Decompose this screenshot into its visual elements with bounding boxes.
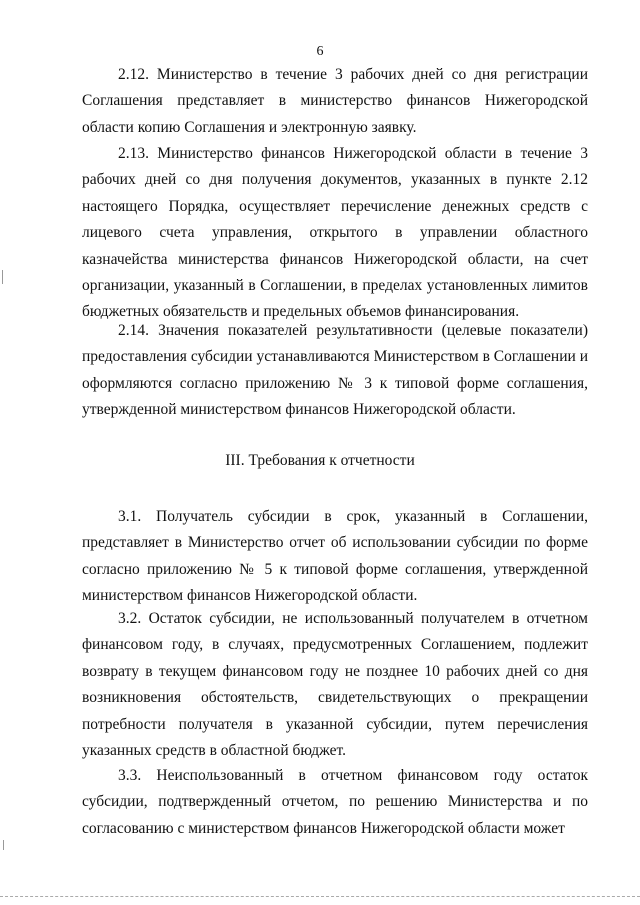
scan-mark [3, 840, 4, 850]
scan-mark [2, 270, 3, 284]
paragraph-2-14: 2.14. Значения показателей результативности (целевые показатели) предоставления субсидии устанавливаются Министерством в Соглашении и оформляются согласно приложению № 3 к типовой форме соглашения, утвержденной министерством финансов Нижегородской области. [82, 322, 588, 419]
paragraph-3-2: 3.2. Остаток субсидии, не использованный получателем в отчетном финансовом году, в случаях, предусмотренных Соглашением, подлежит возврату в текущем финансовом году не позднее 10 рабочих дней со дня возникновения обстоятельств, свидетельствующих о прекращении потребности получателя в указанной субсидии, путем перечисления указанных средств в областной бюджет. [82, 610, 588, 760]
paragraph-3-1: 3.1. Получатель субсидии в срок, указанный в Соглашении, представляет в Министерство отчет об использовании субсидии по форме согласно приложению № 5 к типовой форме соглашения, утвержденной министерством финансов Нижегородской области. [82, 508, 588, 605]
page-number: 6 [316, 44, 324, 59]
section-heading: III. Требования к отчетности [225, 452, 415, 469]
paragraph-2-13: 2.13. Министерство финансов Нижегородской области в течение 3 рабочих дней со дня получения документов, указанных в пункте 2.12 настоящего Порядка, осуществляет перечисление денежных средств с лицевого счета управления, открытого в управлении областного казначейства министерства финансов Нижегородской области, на счет организации, указанный в Соглашении, в пределах установленных лимитов бюджетных обязательств и предельных объемов финансирования. [82, 145, 588, 321]
paragraph-3-3: 3.3. Неиспользованный в отчетном финансовом году остаток субсидии, подтвержденный отчетом, по решению Министерства и по согласованию с министерством финансов Нижегородской области может [82, 767, 588, 837]
paragraph-2-12: 2.12. Министерство в течение 3 рабочих дней со дня регистрации Соглашения представляет в министерство финансов Нижегородской области копию Соглашения и электронную заявку. [82, 66, 588, 136]
page-bottom-edge [0, 896, 640, 898]
